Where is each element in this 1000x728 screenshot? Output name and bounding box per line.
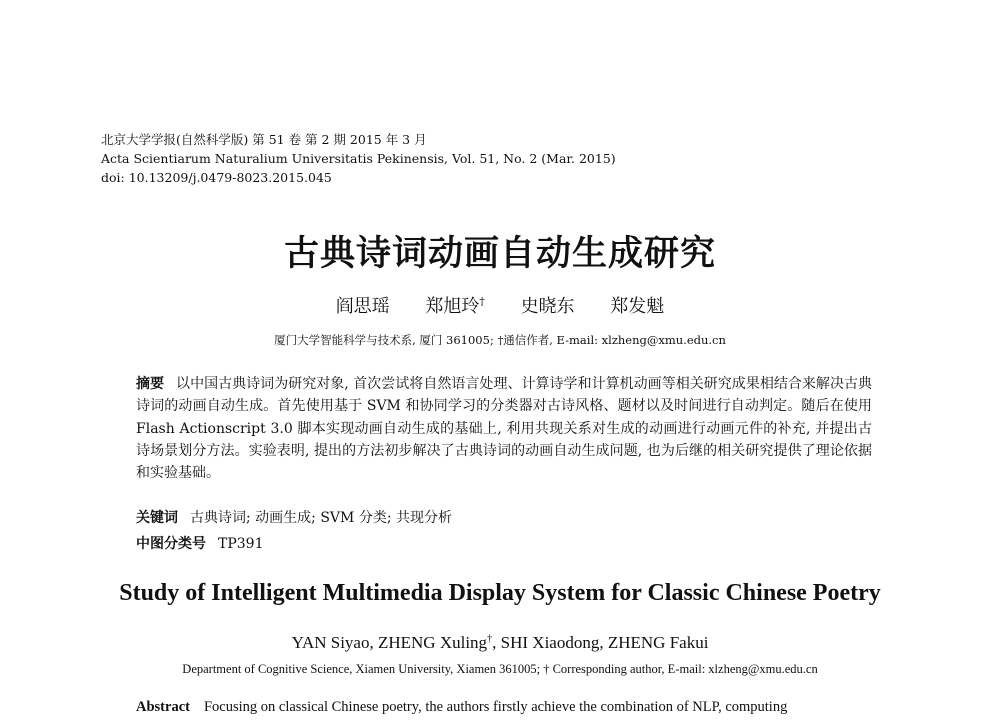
- author-3: 史晓东: [520, 296, 575, 317]
- abstract-en-text: Focusing on classical Chinese poetry, the authors firstly achieve the combination of NLP, computing: [203, 699, 788, 715]
- classification-cn-text: TP391: [218, 536, 264, 552]
- classification-cn: [136, 533, 263, 553]
- abstract-cn-text: 以中国古典诗词为研究对象, 首次尝试将自然语言处理、计算诗学和计算机动画等相关研究成果相结合来解决古典诗词的动画自动生成。首先使用基于 SVM 和协同学习的分类器对古诗风格、题材以及时间进行自动判定。随后在使用 Flash Actionscript 3.0 脚本实现动画自动生成的基础上, 利用共现关系对生成的动画进行动画元件的补充, 并提出古诗场景划分方法。实验表明, 提出的方法初步解决了古典诗词的动画自动生成问题, 也为后继的相关研究提供了理论依据和实验基础。: [136, 376, 872, 482]
- author-2: [425, 296, 484, 317]
- authors-en-part1: YAN Siyao, ZHENG Xuling: [291, 633, 488, 652]
- corresponding-mark-en: †: [487, 633, 493, 645]
- journal-header-en: Acta Scientiarum Naturalium Universitatis Pekinensis, Vol. 51, No. 2 (Mar. 2015): [101, 151, 616, 166]
- keywords-cn-text: 古典诗词; 动画生成; SVM 分类; 共现分析: [190, 510, 452, 526]
- affiliation-cn: 厦门大学智能科学与技术系, 厦门 361005; †通信作者, E-mail: xlzheng@xmu.edu.cn: [274, 333, 726, 347]
- journal-header-cn: 北京大学学报(自然科学版) 第 51 卷 第 2 期 2015 年 3 月: [101, 132, 427, 147]
- keywords-cn-label: 关键词: [136, 510, 178, 526]
- affiliation-en: Department of Cognitive Science, Xiamen University, Xiamen 361005; † Corresponding author, E-mail: xlzheng@xmu.edu.cn: [182, 662, 818, 676]
- author-2-name: 郑旭玲: [425, 296, 480, 317]
- title-cn: 古典诗词动画自动生成研究: [283, 233, 716, 274]
- abstract-en-label: Abstract: [136, 699, 190, 715]
- abstract-cn: [136, 373, 872, 484]
- author-1: 阎思瑶: [335, 296, 390, 317]
- classification-cn-label: 中图分类号: [136, 536, 206, 552]
- author-4: 郑发魁: [610, 296, 665, 317]
- abstract-en: [136, 696, 872, 718]
- title-en: Study of Intelligent Multimedia Display System for Classic Chinese Poetry: [119, 580, 881, 606]
- doi: doi: 10.13209/j.0479-8023.2015.045: [101, 170, 332, 185]
- authors-cn: [0, 292, 1000, 318]
- authors-en: [0, 633, 1000, 653]
- corresponding-mark: †: [479, 295, 485, 308]
- journal-header: [101, 130, 616, 187]
- authors-en-part2: , SHI Xiaodong, ZHENG Fakui: [492, 633, 709, 652]
- keywords-cn: [136, 507, 452, 527]
- abstract-cn-label: 摘要: [136, 376, 165, 392]
